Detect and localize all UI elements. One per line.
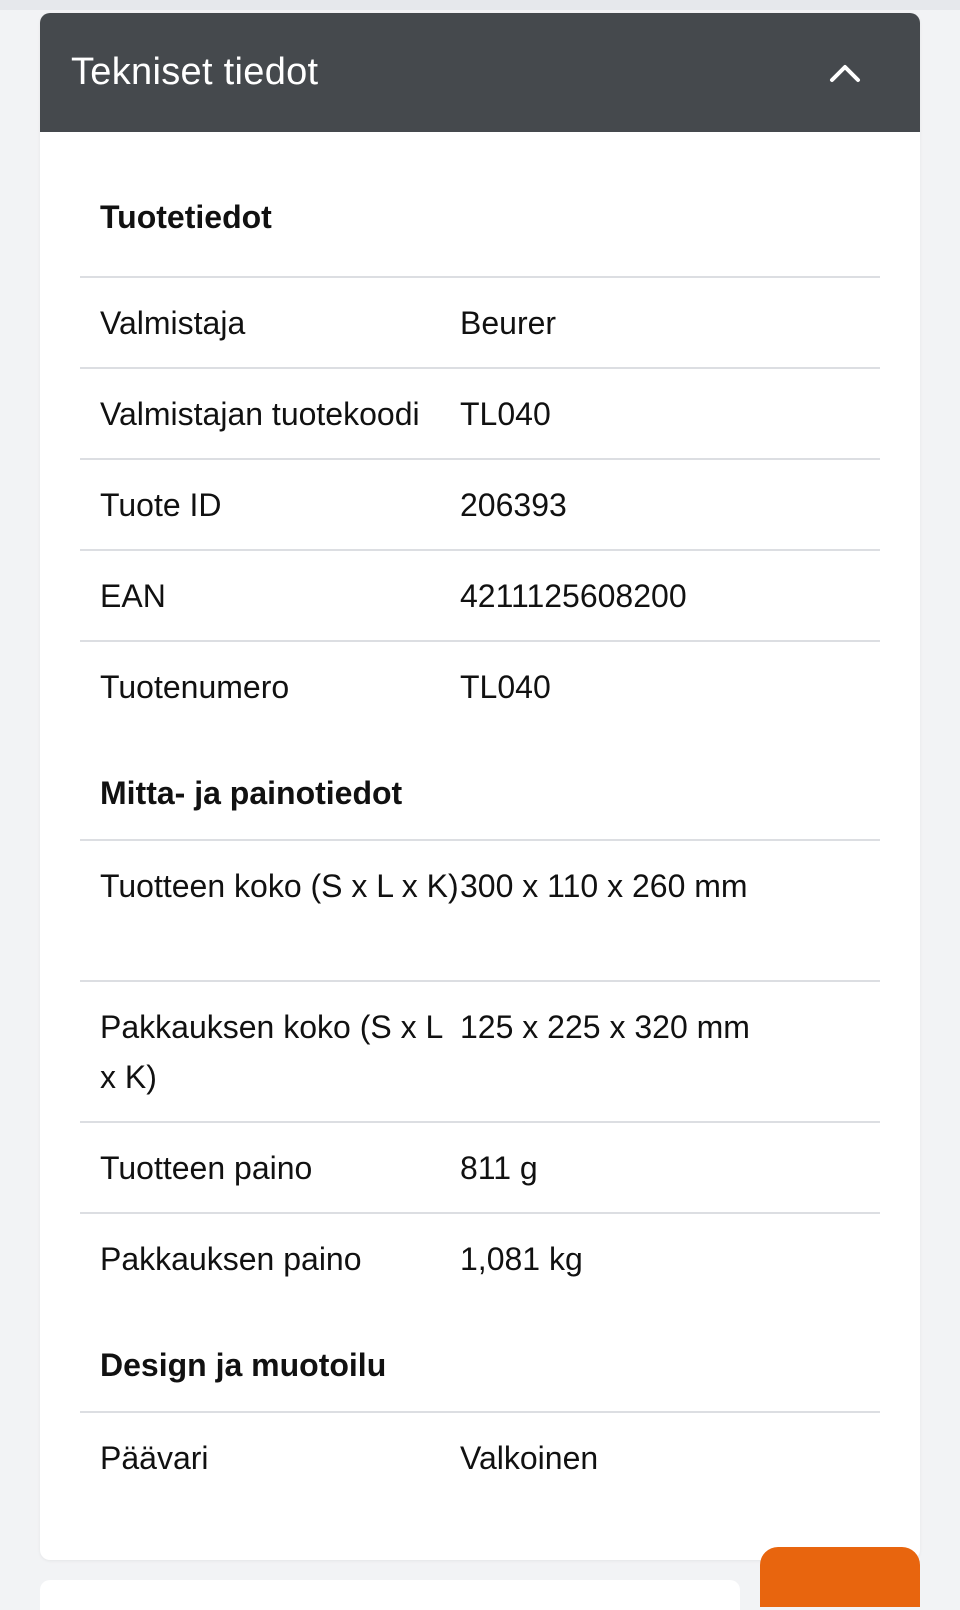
- spec-value: TL040: [460, 668, 551, 705]
- spec-value: Beurer: [460, 304, 557, 341]
- floating-action-button[interactable]: [760, 1547, 920, 1607]
- spec-value: Valkoinen: [460, 1439, 599, 1476]
- spec-row: [80, 1121, 880, 1212]
- spec-value: 125 x 225 x 320 mm: [460, 1009, 750, 1045]
- spec-label: Valmistajan tuotekoodi: [100, 395, 420, 432]
- spec-value: 1,081 kg: [460, 1240, 583, 1277]
- spec-row: [80, 1411, 880, 1502]
- spec-label: Pakkauksen paino: [100, 1240, 362, 1277]
- spec-row: [80, 839, 880, 980]
- section-title-tuotetiedot: Tuotetiedot: [100, 198, 272, 235]
- spec-value: 811 g: [460, 1149, 538, 1186]
- spec-label: Pakkauksen koko (S x L x K): [100, 1009, 443, 1095]
- next-panel: [40, 1580, 740, 1610]
- spec-label: Tuotteen koko (S x L x K): [100, 868, 459, 904]
- spec-row: [80, 980, 880, 1121]
- spec-row: [80, 1212, 880, 1303]
- spec-label: Tuote ID: [100, 486, 222, 523]
- chevron-up-icon[interactable]: [825, 53, 865, 93]
- section-title-design-ja-muotoilu: Design ja muotoilu: [100, 1346, 387, 1383]
- spec-label: Tuotteen paino: [100, 1149, 313, 1186]
- spec-row: [80, 640, 880, 731]
- spec-label: Valmistaja: [100, 304, 246, 341]
- spec-label: EAN: [100, 577, 166, 614]
- specs-panel: [40, 13, 920, 1560]
- specs-panel-title: Tekniset tiedot: [71, 51, 319, 93]
- spec-row: [80, 276, 880, 367]
- spec-row: [80, 458, 880, 549]
- spec-row: [80, 367, 880, 458]
- section-title-mitta-ja-painotiedot: Mitta- ja painotiedot: [100, 774, 403, 811]
- specs-panel-header[interactable]: [40, 13, 920, 132]
- specs-content: [40, 132, 920, 1502]
- spec-value: 206393: [460, 486, 567, 523]
- top-divider: [0, 0, 960, 10]
- spec-value: TL040: [460, 395, 551, 432]
- spec-row: [80, 549, 880, 640]
- spec-label: Päävari: [100, 1439, 209, 1476]
- spec-label: Tuotenumero: [100, 668, 290, 705]
- spec-value: 300 x 110 x 260 mm: [460, 868, 748, 904]
- spec-value: 4211125608200: [460, 577, 687, 614]
